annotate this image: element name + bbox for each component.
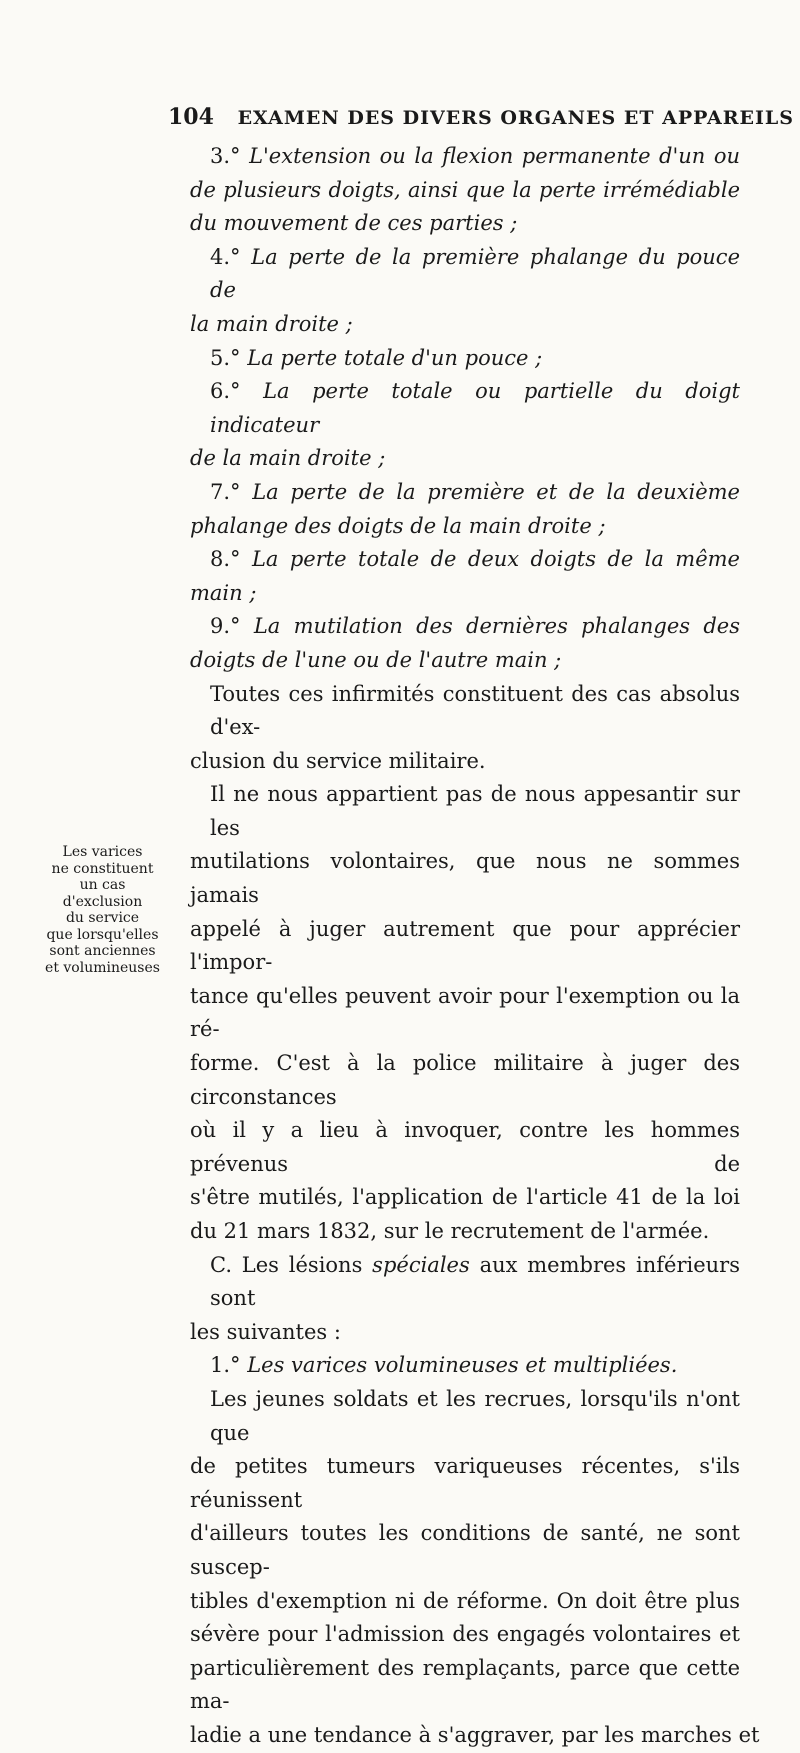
margin-note-line: que lorsqu'elles: [46, 926, 159, 943]
paragraph-line: de petites tumeurs variqueuses récentes, s'ils réunissent: [190, 1454, 740, 1512]
list-item-line: de plusieurs doigts, ainsi que la perte irrémédiable: [190, 177, 740, 202]
margin-note-line: et volumineuses: [45, 959, 160, 976]
list-item: 3.° L'extension ou la flexion permanente d'un ou: [210, 144, 740, 168]
page-number: 104: [168, 104, 214, 130]
list-item-line: doigts de l'une ou de l'autre main ;: [190, 647, 562, 672]
margin-note-line: ne constituent: [51, 860, 154, 877]
paragraph-line: tibles d'exemption ni de réforme. On doit être plus: [190, 1588, 740, 1613]
paragraph-line: clusion du service militaire.: [190, 748, 486, 773]
paragraph-line: Les jeunes soldats et les recrues, lorsqu'ils n'ont que: [210, 1386, 740, 1445]
paragraph-line: les suivantes :: [190, 1319, 341, 1344]
list-item-line: la main droite ;: [190, 311, 353, 336]
list-item-line: phalange des doigts de la main droite ;: [190, 513, 606, 538]
paragraph-line: du 21 mars 1832, sur le recrutement de l'armée.: [190, 1219, 710, 1243]
running-title: EXAMEN DES DIVERS ORGANES ET APPAREILS: [237, 107, 794, 129]
list-item: 4.° La perte de la première phalange du pouce de: [210, 244, 740, 303]
paragraph-line: forme. C'est à la police militaire à juger des circonstances: [190, 1051, 740, 1109]
paragraph-line: mutilations volontaires, que nous ne sommes jamais: [190, 849, 740, 908]
paragraph-line: d'ailleurs toutes les conditions de santé, ne sont suscep-: [190, 1521, 740, 1579]
margin-note-line: d'exclusion: [62, 893, 143, 910]
paragraph-line: sévère pour l'admission des engagés volontaires et: [190, 1622, 740, 1647]
paragraph-line: s'être mutilés, l'application de l'article 41 de la loi: [190, 1185, 740, 1210]
subsection-title: 1.° Les varices volumineuses et multipliées.: [210, 1353, 678, 1378]
list-item: 7.° La perte de la première et de la deuxième: [210, 479, 740, 504]
page-body: [190, 140, 760, 1753]
paragraph-line: Il ne nous appartient pas de nous appesantir sur les: [210, 782, 740, 840]
list-item: 8.° La perte totale de deux doigts de la même: [210, 547, 740, 572]
paragraph-line: Toutes ces infirmités constituent des cas absolus d'ex-: [210, 681, 740, 740]
paragraph-line: particulièrement des remplaçants, parce que cette ma-: [190, 1655, 740, 1714]
list-item: 5.° La perte totale d'un pouce ;: [210, 345, 543, 370]
list-item-line: de la main droite ;: [190, 446, 386, 471]
running-header: [168, 104, 794, 130]
paragraph-line: où il y a lieu à invoquer, contre les hommes prévenus de: [190, 1118, 740, 1176]
margin-note-line: du service: [65, 910, 140, 926]
list-item-line: du mouvement de ces parties ;: [190, 211, 518, 236]
margin-note: [20, 844, 185, 976]
list-item: 9.° La mutilation des dernières phalanges des: [210, 614, 740, 639]
margin-note-line: sont anciennes: [49, 943, 156, 959]
paragraph-line: tance qu'elles peuvent avoir pour l'exemption ou la ré-: [190, 983, 740, 1042]
paragraph-line: ladie a une tendance à s'aggraver, par les marches et: [190, 1722, 760, 1747]
section-heading: C. Les lésions spéciales aux membres inférieurs sont: [210, 1252, 740, 1311]
margin-note-line: Les varices: [62, 844, 143, 860]
list-item-line: main ;: [190, 580, 257, 605]
list-item: 6.° La perte totale ou partielle du doigt indicateur: [210, 379, 740, 437]
paragraph-line: appelé à juger autrement que pour apprécier l'impor-: [190, 916, 740, 975]
margin-note-line: un cas: [79, 877, 126, 893]
